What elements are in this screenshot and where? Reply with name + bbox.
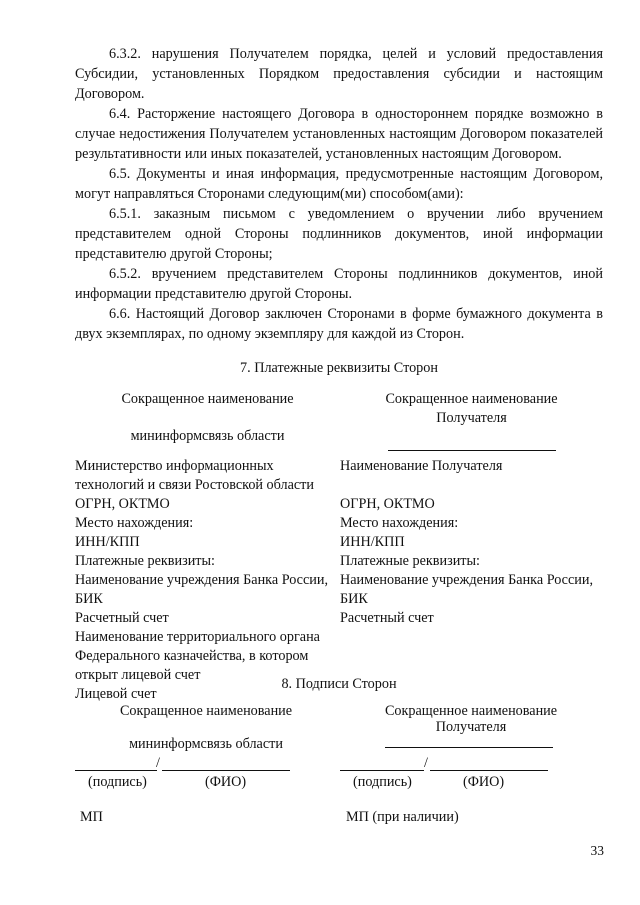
left-account: Расчетный счет: [75, 610, 169, 626]
left-short-name-header: Сокращенное наименование: [121, 391, 294, 407]
section-7-title: 7. Платежные реквизиты Сторон: [240, 360, 438, 376]
right-ogrn: ОГРН, ОКТМО: [340, 496, 435, 512]
clause-6-5: 6.5. Документы и иная информация, предусмотренные настоящим Договором, могут направляться Сторонами следующим(ми) способом(ами):: [75, 166, 603, 202]
clause-6-6: 6.6. Настоящий Договор заключен Сторонами в форме бумажного документа в двух экземплярах, по одному экземпляру для каждой из Сторон.: [75, 306, 603, 342]
left-bank: Наименование учреждения Банка России, БИК: [75, 572, 328, 607]
right-org: Наименование Получателя: [340, 458, 503, 474]
clause-6-5-1: 6.5.1. заказным письмом с уведомлением о вручении либо вручением представителем одной Стороны подлинников документов, иной информации представителю другой Стороны;: [75, 206, 603, 262]
left-org: Министерство информационных технологий и связи Ростовской области: [75, 458, 314, 493]
left-short-name-value: мининформсвязь области: [130, 428, 285, 444]
left-location: Место нахождения:: [75, 515, 194, 531]
sig-right-sign-line: [340, 770, 424, 771]
sig-right-header-2: Получателя: [435, 719, 507, 735]
right-location: Место нахождения:: [340, 515, 459, 531]
document-body: [75, 44, 603, 704]
right-short-name-header: Сокращенное наименование: [385, 391, 558, 407]
right-short-name-header-2: Получателя: [436, 410, 507, 426]
clause-6-4: 6.4. Расторжение настоящего Договора в одностороннем порядке возможно в случае недостижения Получателем установленных настоящим Договором показателей результативности или иных показателей, установленных настоящим Договором.: [75, 106, 603, 162]
sig-left-name: мининформсвязь области: [129, 736, 283, 752]
sig-right-name-line: [385, 747, 553, 748]
section-8-title: 8. Подписи Сторон: [281, 676, 397, 692]
sig-left-sign-line: [75, 770, 157, 771]
sig-left-fio-line: [162, 770, 290, 771]
sig-left-sign-label: (подпись): [88, 774, 147, 790]
sig-left-stamp: МП: [80, 809, 103, 825]
sig-right-header: Сокращенное наименование: [384, 703, 558, 719]
left-treasury: Наименование территориального органа Федерального казначейства, в котором открыт лицевой счет: [75, 629, 320, 683]
recipient-name-line: [388, 449, 556, 451]
sig-right-sign-label: (подпись): [353, 774, 412, 790]
sig-right-stamp: МП (при наличии): [346, 809, 459, 825]
right-bank: Наименование учреждения Банка России, БИК: [340, 572, 593, 607]
left-inn: ИНН/КПП: [75, 534, 140, 550]
sig-right-fio-label: (ФИО): [463, 774, 505, 790]
right-inn: ИНН/КПП: [340, 534, 405, 550]
left-payment: Платежные реквизиты:: [75, 553, 215, 569]
left-personal-account: Лицевой счет: [75, 686, 157, 702]
requisites-table: [75, 390, 603, 704]
left-ogrn: ОГРН, ОКТМО: [75, 496, 170, 512]
sig-left-fio-label: (ФИО): [205, 774, 247, 790]
sig-right-fio-line: [430, 770, 548, 771]
sig-left-header: Сокращенное наименование: [119, 703, 293, 719]
sig-right-slash: /: [424, 755, 428, 771]
clause-6-5-2: 6.5.2. вручением представителем Стороны подлинников документов, иной информации представителю другой Стороны.: [75, 266, 603, 302]
sig-left-slash: /: [156, 755, 160, 771]
right-payment: Платежные реквизиты:: [340, 553, 480, 569]
page-number: 33: [590, 843, 604, 858]
right-account: Расчетный счет: [340, 610, 434, 626]
clause-6-3-2: 6.3.2. нарушения Получателем порядка, целей и условий предоставления Субсидии, установленных Порядком предоставления субсидии и настоящим Договором.: [75, 46, 603, 102]
